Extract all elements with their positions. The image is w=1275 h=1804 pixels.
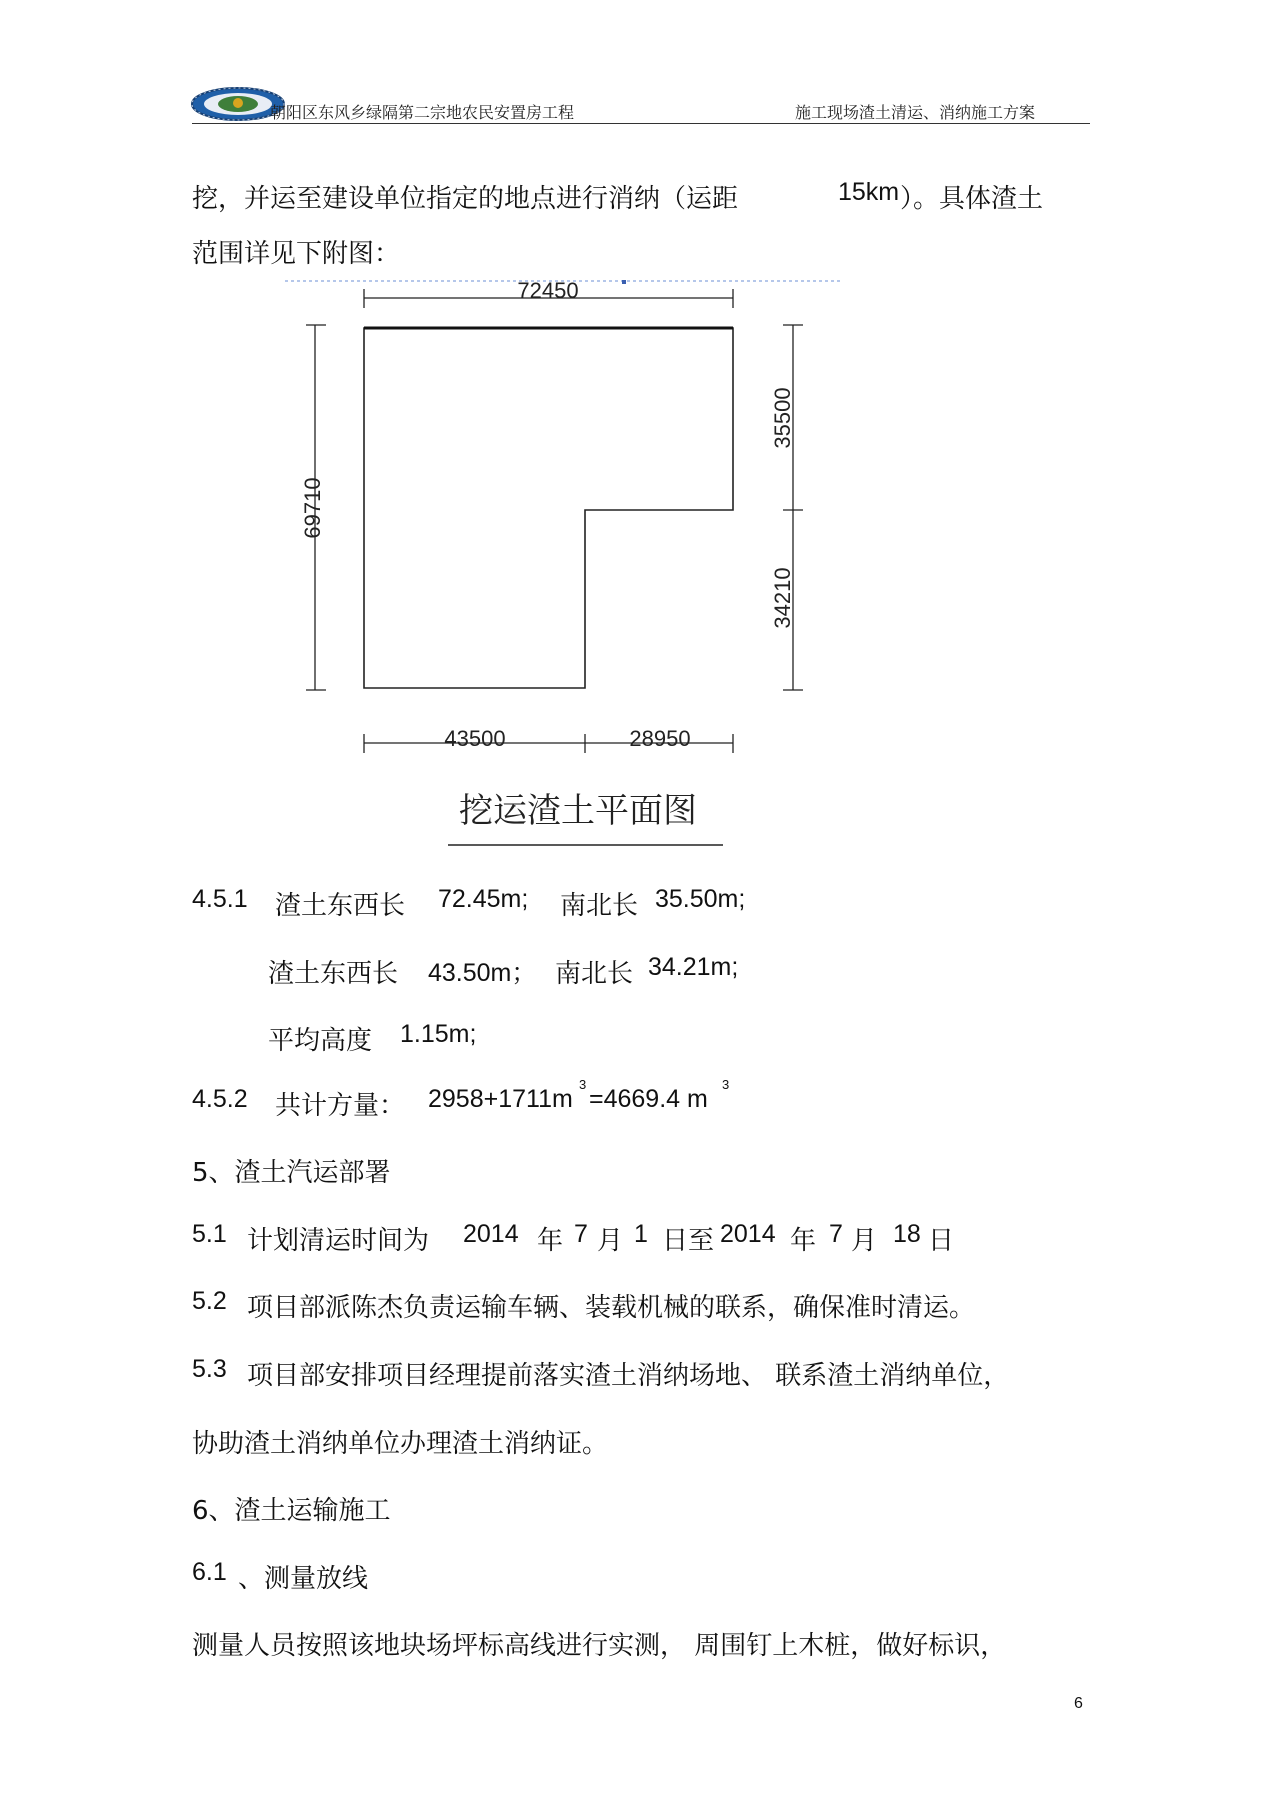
dim-bottom-left-label: 43500	[444, 726, 506, 751]
s452-number: 4.5.2	[192, 1085, 248, 1113]
intro-line2: 范围详见下附图：	[192, 239, 401, 269]
dim-right-lower-label: 34210	[770, 567, 795, 629]
s51-day1-char: 日至	[662, 1226, 715, 1256]
header-left-title: 朝阳区东风乡绿隔第二宗地农民安置房工程	[270, 103, 575, 122]
s451-l2-value2: 34.21m;	[648, 953, 739, 981]
s52-number: 5.2	[192, 1287, 227, 1315]
intro-distance: 15km	[838, 178, 900, 206]
s51-year1: 2014	[463, 1220, 519, 1248]
s51-year2: 2014	[720, 1220, 776, 1248]
guide-marker	[622, 280, 626, 284]
intro-line1-text: 挖，并运至建设单位指定的地点进行消纳（运距	[192, 184, 739, 214]
plan-outline	[364, 328, 733, 688]
s51-text: 计划清运时间为	[247, 1226, 430, 1256]
s61-title: 、测量放线	[238, 1564, 369, 1594]
dim-left-label: 69710	[300, 477, 325, 539]
s53-line1: 项目部安排项目经理提前落实渣土消纳场地、 联系渣土消纳单位，	[247, 1361, 1010, 1391]
s51-month1: 7	[574, 1220, 588, 1248]
intro-line1-end: ）。具体渣土	[900, 184, 1044, 214]
s52-text: 项目部派陈杰负责运输车辆、装载机械的联系，确保准时清运。	[247, 1293, 976, 1323]
s451-l1-label: 渣土东西长	[275, 891, 406, 921]
header-rule	[192, 123, 1090, 124]
excavation-plan-figure	[0, 270, 1275, 870]
s51-day1: 1	[634, 1220, 648, 1248]
s51-month2: 7	[829, 1220, 843, 1248]
s6-title: 6、渣土运输施工	[192, 1496, 391, 1526]
s451-l2-value: 43.50m；	[428, 959, 537, 987]
dim-top-label: 72450	[517, 278, 579, 303]
s51-month1-char: 月	[597, 1226, 624, 1256]
s451-l1-value2: 35.50m;	[655, 885, 746, 913]
s53-line2: 协助渣土消纳单位办理渣土消纳证。	[192, 1429, 609, 1459]
figure-caption: 挖运渣土平面图	[459, 791, 697, 831]
s451-l1-value: 72.45m;	[438, 885, 529, 913]
s451-l2-label2: 南北长	[555, 959, 634, 989]
s51-month2-char: 月	[851, 1226, 878, 1256]
header-right-title: 施工现场渣土清运、消纳施工方案	[795, 103, 1036, 122]
s452-sup-a: 3	[579, 1077, 587, 1092]
s451-number: 4.5.1	[192, 885, 248, 913]
s51-number: 5.1	[192, 1220, 227, 1248]
last-paragraph-line: 测量人员按照该地块场坪标高线进行实测， 周围钉上木桩，做好标识，	[192, 1631, 1007, 1661]
s451-l3-label: 平均高度	[268, 1026, 373, 1056]
dim-right-line	[783, 325, 803, 690]
s51-year2-char: 年	[790, 1226, 817, 1256]
s452-sup-b: 3	[722, 1077, 730, 1092]
dim-bottom-right-label: 28950	[629, 726, 691, 751]
s5-title: 5、渣土汽运部署	[192, 1158, 391, 1188]
s61-number: 6.1	[192, 1558, 227, 1586]
s51-year1-char: 年	[537, 1226, 564, 1256]
s51-day2: 18	[893, 1220, 921, 1248]
page-number: 6	[1074, 1695, 1083, 1712]
s451-l1-label2: 南北长	[560, 891, 639, 921]
s452-label: 共计方量：	[275, 1091, 406, 1121]
s451-l3-value: 1.15m;	[400, 1020, 477, 1048]
s53-number: 5.3	[192, 1355, 227, 1383]
s451-l2-label: 渣土东西长	[268, 959, 399, 989]
s452-formula-b: =4669.4 m	[589, 1085, 708, 1113]
s51-day2-char: 日	[928, 1226, 955, 1256]
dim-right-upper-label: 35500	[770, 387, 795, 449]
s452-formula-a: 2958+1711m	[428, 1085, 573, 1113]
